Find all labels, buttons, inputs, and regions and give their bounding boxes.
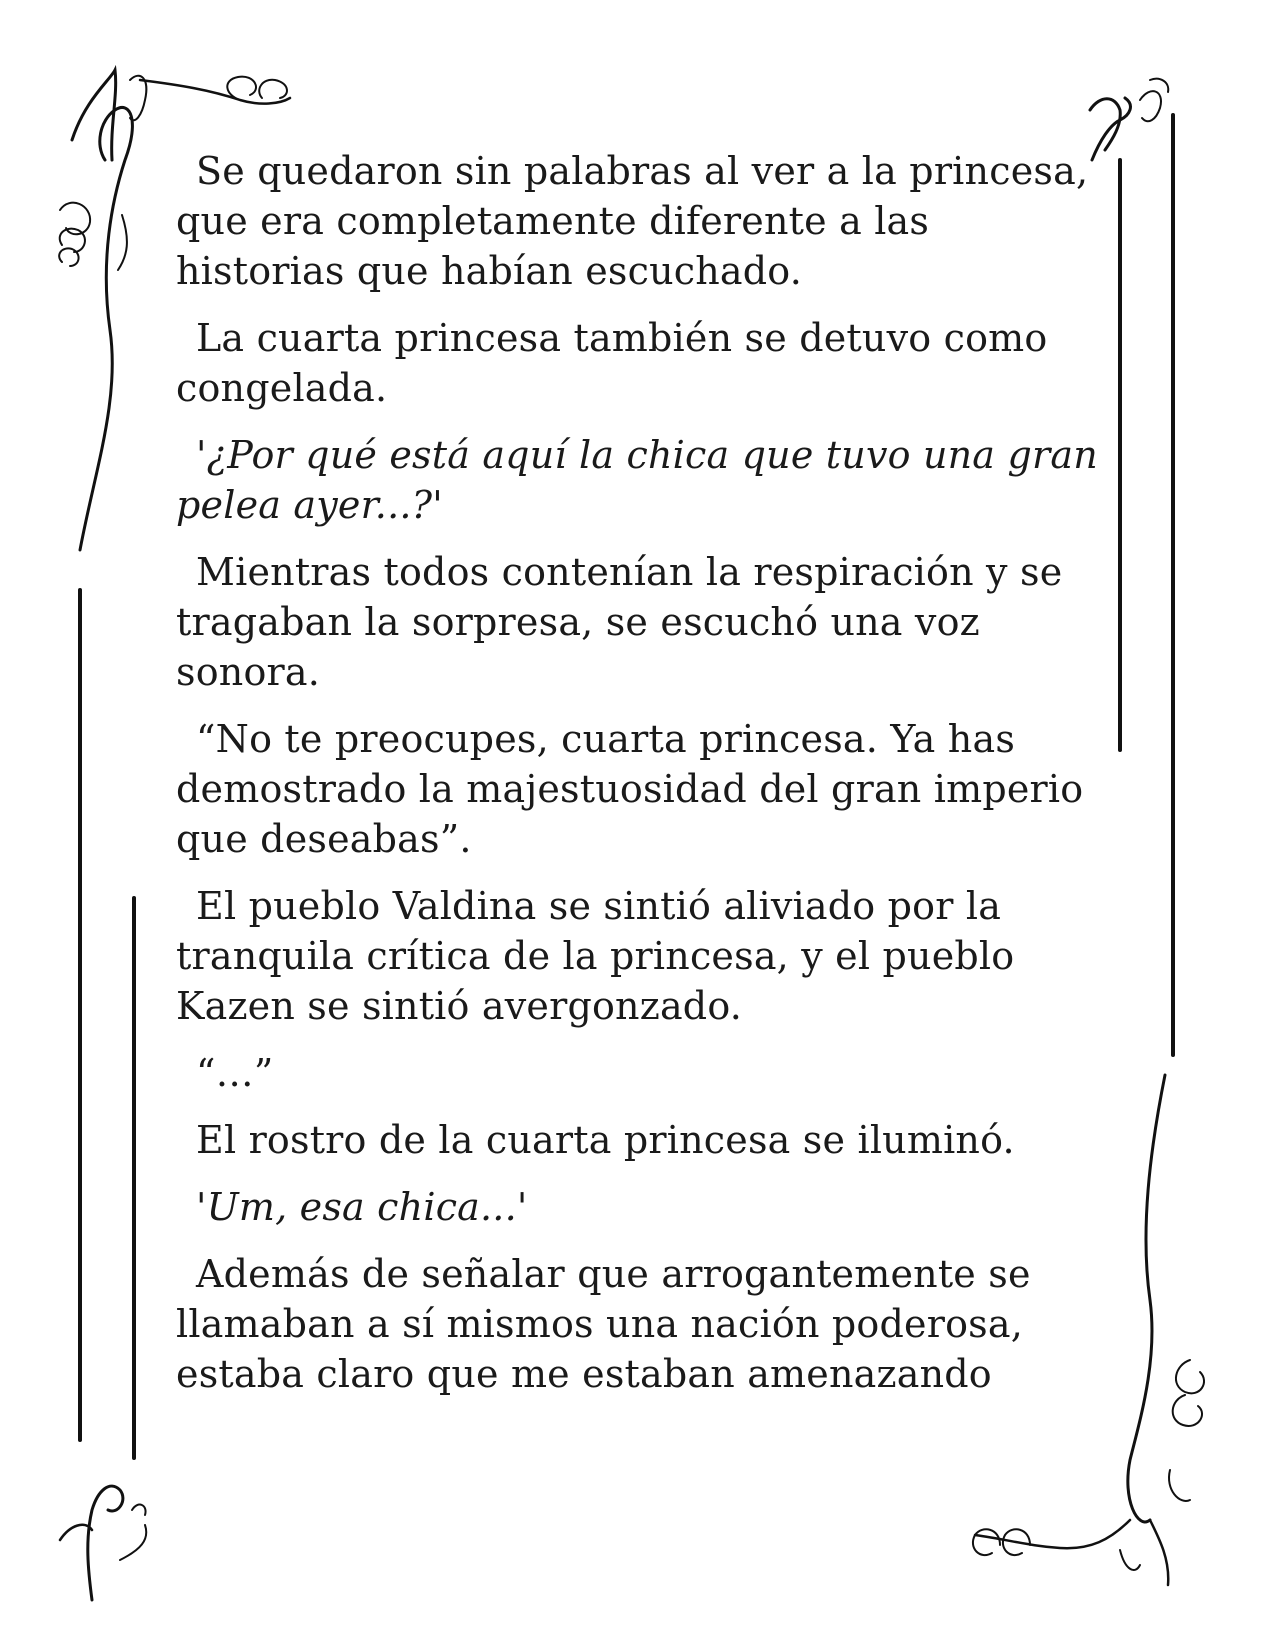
bottom-left-flourish-icon: [60, 1486, 146, 1600]
paragraph: El pueblo Valdina se sintió aliviado por la tranquila crítica de la princesa, y el pueblo Kazen se sintió avergonzado.: [176, 884, 1015, 1028]
paragraph: Se quedaron sin palabras al ver a la princesa, que era completamente diferente a las historias que habían escuchado.: [176, 149, 1089, 293]
paragraph: Mientras todos contenían la respiración y se tragaban la sorpresa, se escuchó una voz sonora.: [176, 550, 1063, 694]
paragraph: La cuarta princesa también se detuvo como congelada.: [176, 316, 1048, 410]
paragraph: El rostro de la cuarta princesa se iluminó.: [196, 1118, 1015, 1162]
story-text: [176, 146, 1106, 1416]
paragraph: Además de señalar que arrogantemente se llamaban a sí mismos una nación poderosa, estaba claro que me estaban amenazando: [176, 1252, 1031, 1396]
thought-paragraph: 'Um, esa chica...': [196, 1185, 528, 1229]
thought-paragraph: '¿Por qué está aquí la chica que tuvo una gran pelea ayer...?': [176, 433, 1098, 527]
dialogue-paragraph: “No te preocupes, cuarta princesa. Ya has demostrado la majestuosidad del gran imperio que deseabas”.: [176, 717, 1084, 861]
dialogue-paragraph: “…”: [196, 1051, 274, 1095]
